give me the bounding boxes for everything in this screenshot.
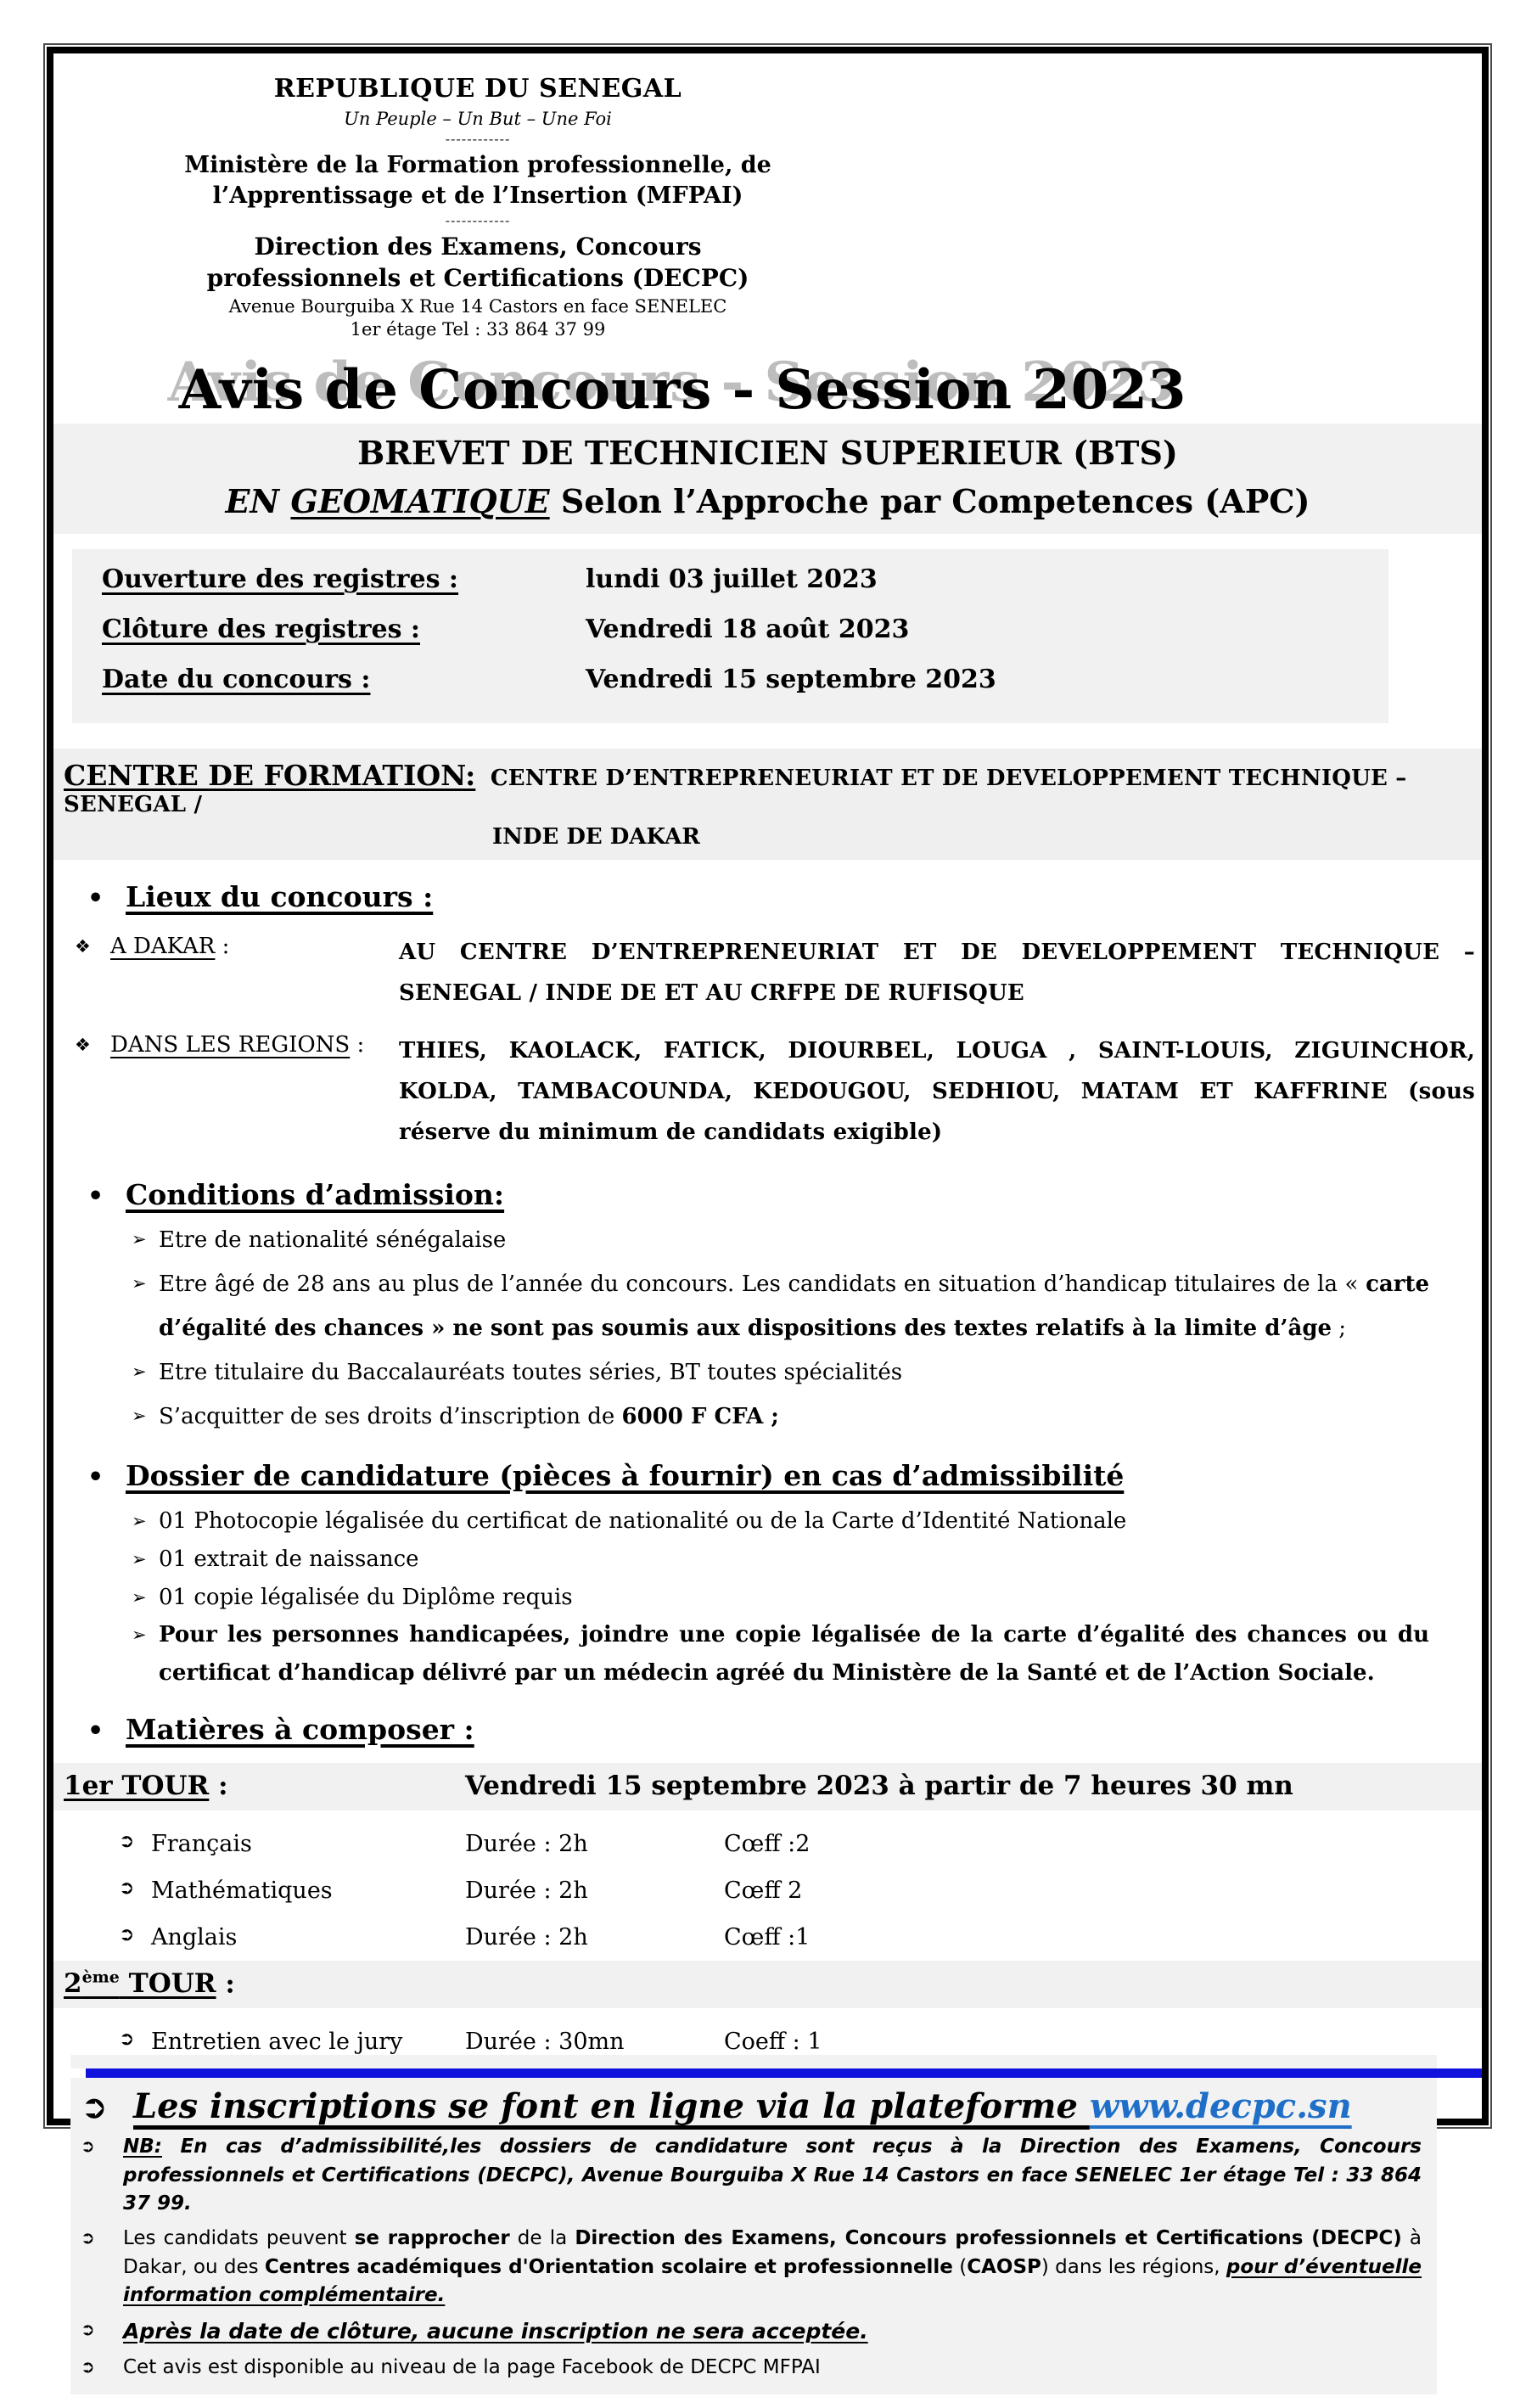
circled-arrow-icon: ➲ xyxy=(81,2227,95,2248)
condition-text: S’acquitter de ses droits d’inscription de 6000 F CFA ; xyxy=(159,1404,779,1430)
training-centre-block xyxy=(53,749,1482,860)
footer-note-text: Les candidats peuvent se rapprocher de la Direction des Examens, Concours professionnels et Certifications (DECPC) à Dakar, ou des Centres académiques d'Orientation scolaire et professionnelle (CAOSP) dans les régions, pour d’éventuelle information complémentaire. xyxy=(123,2227,1422,2306)
document-title: Avis de Concours - Session 2023 xyxy=(178,357,1187,422)
subject-coefficient: Cœff :1 xyxy=(724,1923,811,1951)
circled-arrow-icon: ➲ xyxy=(81,2088,108,2126)
footer-note-text: NB: En cas d’admissibilité,les dossiers de candidature sont reçus à la Direction des Examens, Concours professionnels et Certifications (DECPC), Avenue Bourguiba X Rue 14 Castors en face SENELEC 1er étage Tel : 33 864 37 99. xyxy=(123,2136,1422,2214)
subject-duration: Durée : 2h xyxy=(465,1923,588,1951)
tour2-label: 2ème TOUR : xyxy=(64,1967,235,2000)
footer-section xyxy=(53,2055,1482,2408)
footer-gray-strip xyxy=(70,2055,1437,2068)
circled-arrow-icon: ➲ xyxy=(119,1923,135,1945)
circled-arrow-icon: ➲ xyxy=(119,2029,135,2051)
condition-item xyxy=(132,1262,1429,1350)
dossier-text: 01 Photocopie légalisée du certificat de nationalité ou de la Carte d’Identité Nationale xyxy=(159,1508,1127,1535)
training-centre-value-line2: INDE DE DAKAR xyxy=(492,823,700,850)
ministry-line2: l’Apprentissage et de l’Insertion (MFPAI) xyxy=(212,182,743,209)
subtitle-line1: BREVET DE TECHNICIEN SUPERIEUR (BTS) xyxy=(357,433,1178,472)
condition-text: Etre de nationalité sénégalaise xyxy=(159,1227,507,1254)
dossier-text: 01 extrait de naissance xyxy=(159,1546,419,1572)
footer-note-caosp xyxy=(81,2225,1422,2310)
arrowhead-icon: ➢ xyxy=(132,1548,147,1569)
bullet-icon: • xyxy=(87,1462,104,1493)
lieu-row-dakar xyxy=(75,934,1475,1013)
diamond-icon: ❖ xyxy=(75,1034,91,1055)
subject-row-mathematiques xyxy=(53,1878,1482,1904)
circled-arrow-icon: ➲ xyxy=(81,2356,95,2377)
separator-dashes: ------------ xyxy=(445,212,511,229)
date-row-closing xyxy=(102,615,1388,644)
condition-item xyxy=(132,1350,1429,1395)
circled-arrow-icon: ➲ xyxy=(119,1830,135,1852)
dossier-text: 01 copie légalisée du Diplôme requis xyxy=(159,1584,573,1610)
training-centre-label: CENTRE DE FORMATION: xyxy=(64,758,476,792)
matieres-heading: Matières à composer : xyxy=(126,1712,474,1746)
bullet-icon: • xyxy=(87,883,104,913)
bullet-icon: • xyxy=(87,1182,104,1212)
date-row-opening xyxy=(102,564,1388,594)
arrowhead-icon: ➢ xyxy=(132,1229,147,1250)
letterhead xyxy=(155,74,800,341)
direction-line1: Direction des Examens, Concours xyxy=(254,233,702,261)
blue-divider-rule xyxy=(86,2068,1482,2078)
subject-duration: Durée : 30mn xyxy=(465,2029,625,2056)
circled-arrow-icon: ➲ xyxy=(81,2136,95,2157)
address-line1: Avenue Bourguiba X Rue 14 Castors en face SENELEC xyxy=(228,296,727,317)
date-row-exam xyxy=(102,665,1388,694)
tour2-stripe xyxy=(53,1961,1482,2008)
footer-note-text: Cet avis est disponible au niveau de la page Facebook de DECPC MFPAI xyxy=(123,2356,821,2379)
condition-item xyxy=(132,1218,1429,1262)
arrowhead-icon: ➢ xyxy=(132,1511,147,1532)
conditions-heading: Conditions d’admission: xyxy=(126,1178,505,1212)
subject-coefficient: Cœff :2 xyxy=(724,1830,811,1857)
subject-row-entretien xyxy=(53,2029,1482,2055)
subject-coefficient: Coeff : 1 xyxy=(724,2029,822,2056)
republic-title: REPUBLIQUE DU SENEGAL xyxy=(273,74,682,104)
ministry-line1: Ministère de la Formation professionnelle, de xyxy=(184,152,771,178)
tour1-datetime: Vendredi 15 septembre 2023 à partir de 7 heures 30 mn xyxy=(465,1770,1293,1801)
subject-row-anglais xyxy=(53,1924,1482,1951)
page-border-inner xyxy=(47,47,1489,2379)
tour1-stripe xyxy=(53,1763,1482,1810)
subject-name: Mathématiques xyxy=(151,1877,333,1904)
footer-note-text: Après la date de clôture, aucune inscription ne sera acceptée. xyxy=(123,2319,868,2344)
section-heading-conditions xyxy=(87,1178,1482,1211)
lieu-value: THIES, KAOLACK, FATICK, DIOURBEL, LOUGA , SAINT-LOUIS, ZIGUINCHOR, KOLDA, TAMBACOUNDA, KEDOUGOU, SEDHIOU, MATAM ET KAFFRINE (sous réserve du minimum de candidats exigible) xyxy=(399,1037,1475,1146)
dossier-item xyxy=(132,1502,1429,1541)
condition-item xyxy=(132,1395,1429,1439)
decpc-website-link[interactable]: www.decpc.sn xyxy=(1089,2086,1352,2127)
subject-name: Français xyxy=(151,1830,252,1857)
footer-note-nb xyxy=(81,2133,1422,2218)
diamond-icon: ❖ xyxy=(75,935,91,957)
date-label: Ouverture des registres : xyxy=(102,564,458,594)
address-line2: 1er étage Tel : 33 864 37 99 xyxy=(350,318,606,340)
subject-coefficient: Cœff 2 xyxy=(724,1877,803,1904)
dossier-list xyxy=(132,1502,1429,1692)
arrowhead-icon: ➢ xyxy=(132,1273,147,1294)
arrowhead-icon: ➢ xyxy=(132,1406,147,1427)
lieu-value: AU CENTRE D’ENTREPRENEURIAT ET DE DEVELOPPEMENT TECHNIQUE – SENEGAL / INDE DE ET AU CRFPE DE RUFISQUE xyxy=(399,939,1475,1006)
subject-name: Anglais xyxy=(151,1923,238,1951)
registration-headline-text: Les inscriptions se font en ligne via la plateforme www.decpc.sn xyxy=(133,2086,1352,2127)
direction-name xyxy=(155,232,800,294)
circled-arrow-icon: ➲ xyxy=(119,1877,135,1899)
dossier-item xyxy=(132,1579,1429,1617)
section-heading-matieres xyxy=(87,1713,1482,1746)
section-heading-lieux xyxy=(87,880,1482,913)
footer-notes-block xyxy=(70,2078,1437,2394)
training-centre-value: CENTRE D’ENTREPRENEURIAT ET DE DEVELOPPEMENT TECHNIQUE – SENEGAL / xyxy=(64,765,1407,817)
date-value: Vendredi 15 septembre 2023 xyxy=(586,664,996,694)
bullet-icon: • xyxy=(87,1715,104,1746)
condition-text: Etre titulaire du Baccalauréats toutes séries, BT toutes spécialités xyxy=(159,1360,903,1386)
condition-text: Etre âgé de 28 ans au plus de l’année du concours. Les candidats en situation d’handicap titulaires de la « carte d’égalité des chances » ne sont pas soumis aux dispositions des textes relatifs à la limite d’âge ; xyxy=(159,1271,1429,1342)
dossier-item xyxy=(132,1616,1429,1692)
ministry-name xyxy=(155,150,800,210)
key-dates-block xyxy=(72,549,1388,723)
circled-arrow-icon: ➲ xyxy=(81,2319,95,2340)
subject-duration: Durée : 2h xyxy=(465,1830,588,1857)
subject-row-francais xyxy=(53,1831,1482,1857)
conditions-list xyxy=(132,1218,1429,1439)
subtitle-specialty: GEOMATIQUE xyxy=(290,481,550,520)
date-value: Vendredi 18 août 2023 xyxy=(586,614,910,644)
registration-headline xyxy=(81,2086,1422,2126)
subject-name: Entretien avec le jury xyxy=(151,2029,403,2056)
national-motto: Un Peuple – Un But – Une Foi xyxy=(344,109,612,129)
date-label: Date du concours : xyxy=(102,664,371,694)
lieu-row-regions xyxy=(75,1032,1475,1153)
lieu-label: A DAKAR : xyxy=(110,933,230,959)
lieu-label: DANS LES REGIONS : xyxy=(110,1031,365,1058)
footer-note-deadline xyxy=(81,2316,1422,2347)
arrowhead-icon: ➢ xyxy=(132,1361,147,1383)
separator-dashes: ------------ xyxy=(445,131,511,147)
subtitle-block xyxy=(53,424,1482,534)
tour1-label: 1er TOUR : xyxy=(64,1770,228,1801)
dossier-text: Pour les personnes handicapées, joindre une copie légalisée de la carte d’égalité des chances ou du certificat d’handicap délivré par un médecin agréé du Ministère de la Santé et de l’Action Sociale. xyxy=(159,1622,1429,1687)
direction-address xyxy=(155,295,800,341)
dossier-item xyxy=(132,1541,1429,1579)
arrowhead-icon: ➢ xyxy=(132,1625,147,1646)
direction-line2: professionnels et Certifications (DECPC) xyxy=(206,263,749,292)
dossier-heading: Dossier de candidature (pièces à fournir) en cas d’admissibilité xyxy=(126,1459,1125,1493)
page-border-outer xyxy=(43,43,1492,2379)
footer-note-facebook xyxy=(81,2354,1422,2382)
subtitle-suffix: Selon l’Approche par Competences (APC) xyxy=(549,481,1310,520)
date-value: lundi 03 juillet 2023 xyxy=(586,564,878,594)
arrowhead-icon: ➢ xyxy=(132,1586,147,1608)
subtitle-prefix: EN xyxy=(225,481,291,520)
subtitle-line2 xyxy=(53,477,1482,525)
section-heading-dossier xyxy=(87,1459,1482,1492)
date-label: Clôture des registres : xyxy=(102,614,420,644)
subject-duration: Durée : 2h xyxy=(465,1877,588,1904)
lieux-heading: Lieux du concours : xyxy=(126,879,434,913)
